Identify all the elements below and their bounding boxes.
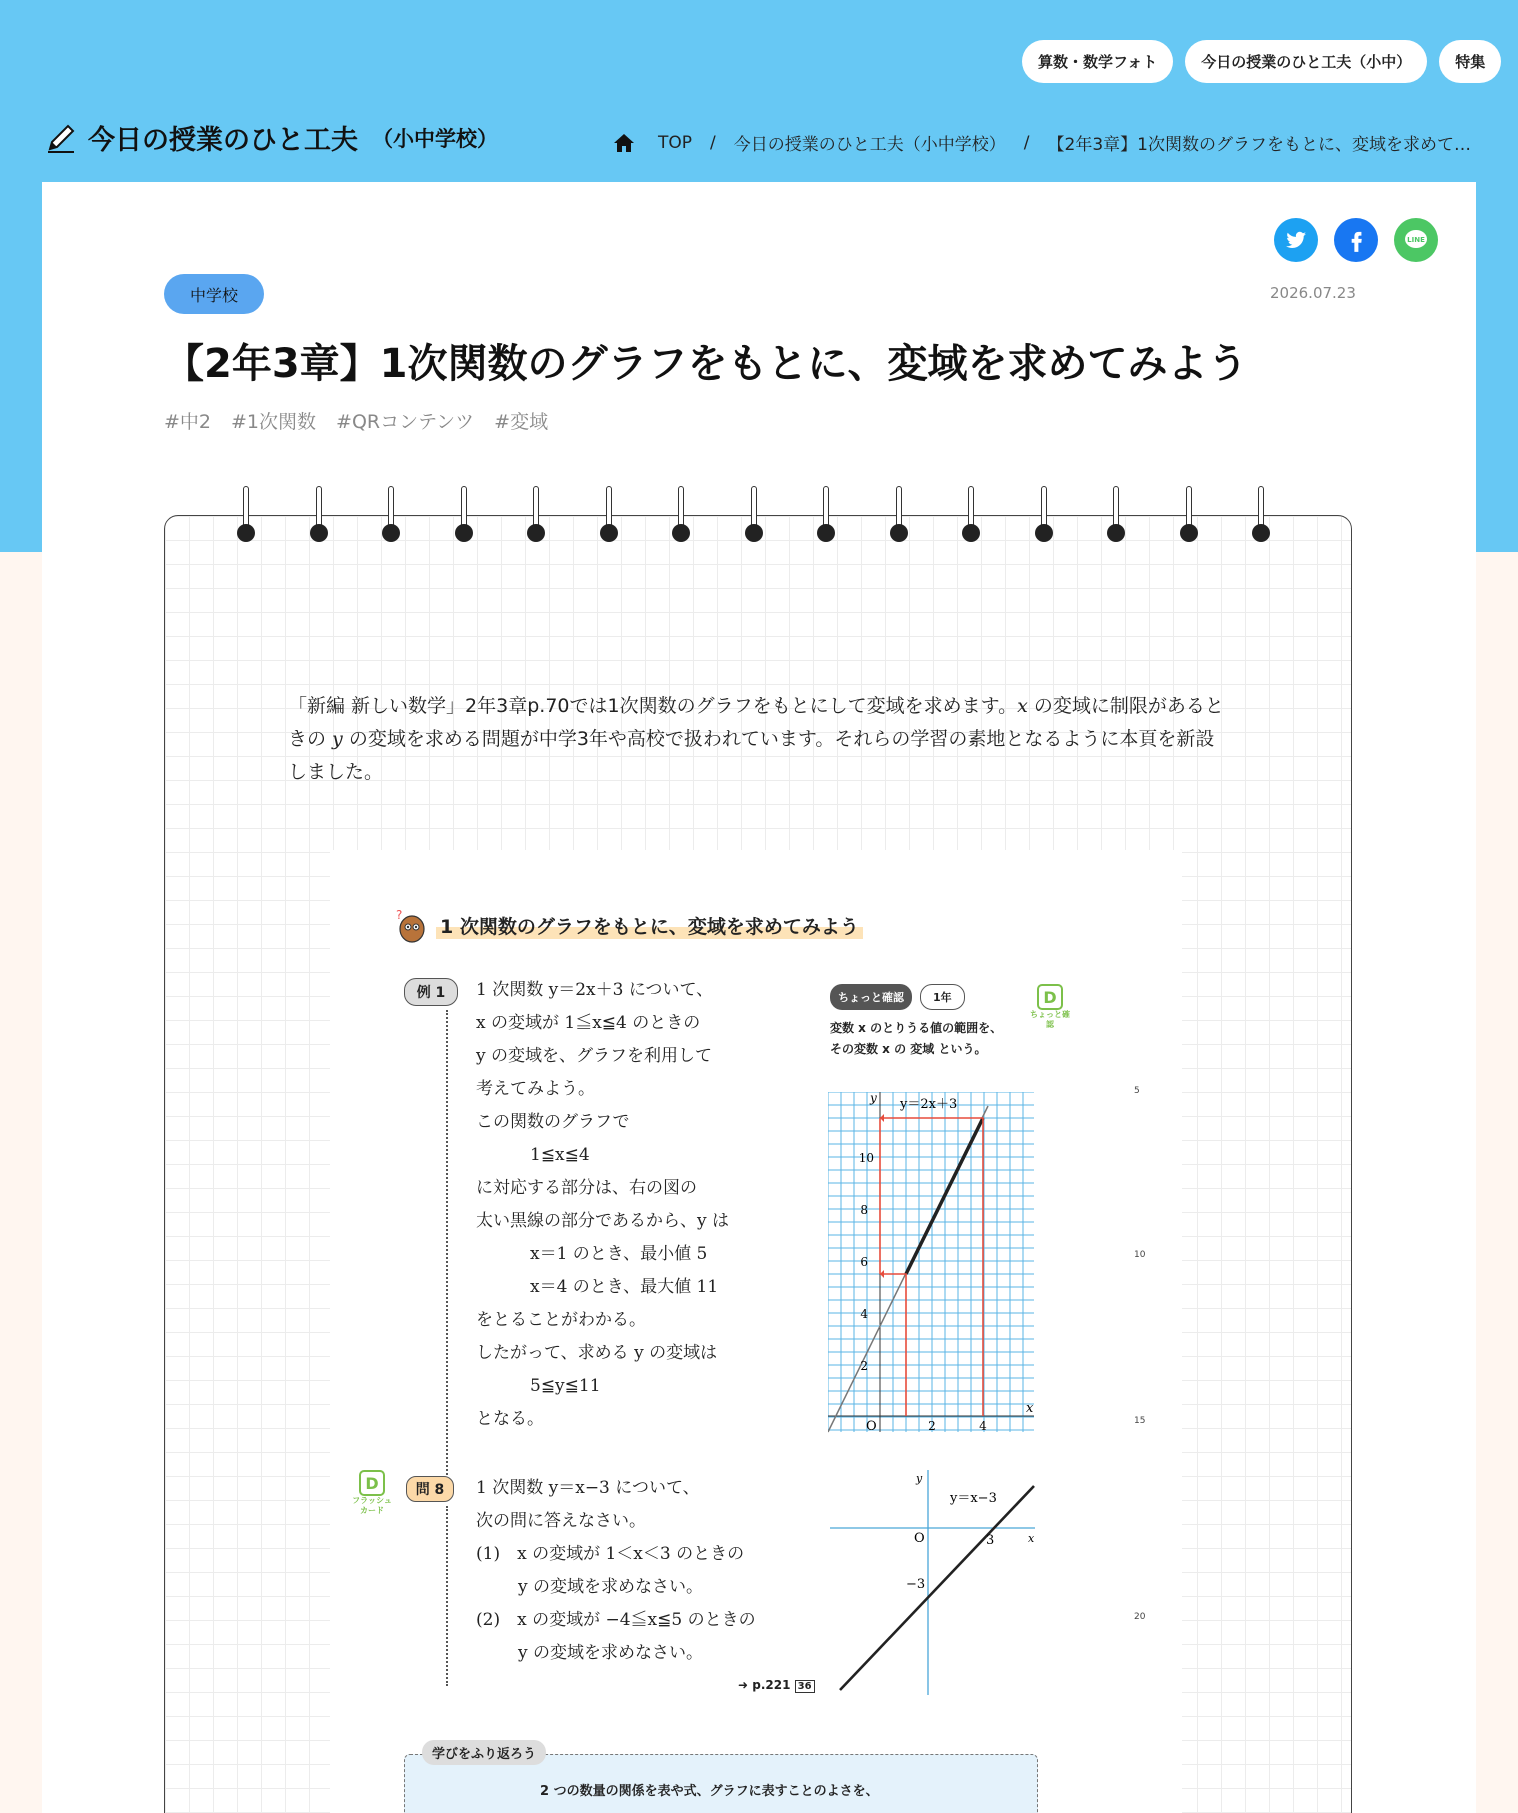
example-line: となる。	[476, 1409, 544, 1429]
intro-var-y: y	[332, 728, 343, 750]
domain-definition-line: 変数 x のとりうる値の範囲を、	[830, 1021, 1003, 1035]
y-tick-label: 6	[860, 1255, 868, 1269]
line-icon-label: LINE	[1407, 236, 1425, 244]
example-divider	[446, 1010, 448, 1490]
flashcard-badge[interactable]	[352, 1470, 392, 1516]
quick-check-tag: ちょっと確認	[830, 984, 912, 1010]
breadcrumb-current: 【2年3章】1次関数のグラフをもとに、変域を求めて…	[1047, 135, 1471, 155]
question-line: 次の問に答えなさい。	[476, 1511, 646, 1531]
spiral-ring	[671, 486, 691, 546]
question-line: (2) x の変域が −4≦x≦5 のときの	[476, 1610, 756, 1630]
tag-link[interactable]: #QRコンテンツ	[336, 411, 475, 433]
ring-hole	[817, 524, 835, 542]
grid	[828, 1092, 1034, 1432]
pencil-icon	[44, 121, 78, 155]
ring-hole	[890, 524, 908, 542]
example-body	[476, 974, 836, 1436]
site-title[interactable]	[44, 118, 498, 157]
y-tick-label: 8	[860, 1203, 868, 1217]
x-axis-label: x	[1026, 1401, 1034, 1416]
example-line: 5≦y≦11	[530, 1376, 601, 1396]
intro-var-x: x	[1017, 695, 1028, 717]
textbook-heading	[390, 905, 863, 945]
question-line: 1 次関数 y＝x−3 について、	[476, 1478, 700, 1498]
ring-hole	[310, 524, 328, 542]
grade-tag: 1年	[920, 984, 965, 1010]
facebook-icon[interactable]	[1334, 218, 1378, 262]
margin-line-number: 15	[1134, 1416, 1146, 1426]
example-line: x＝1 のとき、最小値 5	[530, 1244, 708, 1264]
example-line: y の変域を、グラフを利用して	[476, 1046, 713, 1066]
spiral-ring	[309, 486, 329, 546]
flashcard-caption: フラッシュカード	[352, 1496, 392, 1515]
question-line: (1) x の変域が 1＜x＜3 のときの	[476, 1544, 745, 1564]
tag-link[interactable]: #変域	[494, 411, 549, 433]
example-line: に対応する部分は、右の図の	[476, 1178, 697, 1198]
page-reference-text: ➜ p.221	[738, 1678, 791, 1692]
top-nav	[1022, 40, 1501, 83]
breadcrumb-category[interactable]: 今日の授業のひと工夫（小中学校）	[733, 135, 1006, 155]
ring-hole	[1035, 524, 1053, 542]
question-divider	[446, 1506, 448, 1686]
spiral-ring	[381, 486, 401, 546]
category-badge[interactable]: 中学校	[164, 274, 264, 314]
site-title-sub: （小中学校）	[372, 126, 498, 151]
ring-hole	[962, 524, 980, 542]
nav-item-feature[interactable]: 特集	[1439, 40, 1501, 83]
breadcrumb-separator: /	[710, 132, 716, 153]
svg-text:?: ?	[396, 908, 403, 922]
page-reference	[738, 1678, 815, 1692]
tag-link[interactable]: #1次関数	[231, 411, 317, 433]
spiral-ring	[454, 486, 474, 546]
x-axis-label: x	[1028, 1532, 1035, 1545]
x-tick-label: 3	[986, 1533, 995, 1548]
y-tick-label: 2	[860, 1359, 868, 1373]
publish-date: 2026.07.23	[1270, 284, 1356, 302]
question-line: y の変域を求めなさい。	[518, 1643, 704, 1663]
spiral-ring	[599, 486, 619, 546]
spiral-ring	[1034, 486, 1054, 546]
intro-text: の変域に制限があるときの	[288, 695, 1224, 750]
intro-text: の変域を求める問題が中学3年や高校で扱われています。それらの学習の素地となるように本頁を新設しました。	[288, 728, 1215, 783]
example-line: したがって、求める y の変域は	[476, 1343, 718, 1363]
spiral-ring	[236, 486, 256, 546]
spiral-ring	[889, 486, 909, 546]
breadcrumb	[612, 130, 1478, 155]
graph-y-2x-plus-3	[828, 1092, 1040, 1438]
graph-y-x-minus-3	[820, 1470, 1040, 1700]
ring-hole	[237, 524, 255, 542]
ring-hole	[455, 524, 473, 542]
question-line: y の変域を求めなさい。	[518, 1577, 704, 1597]
article-title: 【2年3章】1次関数のグラフをもとに、変域を求めてみよう	[164, 341, 1248, 387]
origin-label: O	[914, 1531, 925, 1546]
site-title-text: 今日の授業のひと工夫	[88, 125, 358, 156]
digital-badge-caption: ちょっと確認	[1030, 1010, 1070, 1029]
digital-d-icon: D	[1037, 984, 1063, 1010]
spiral-ring	[526, 486, 546, 546]
origin-label: O	[866, 1419, 877, 1434]
textbook-page	[330, 850, 1182, 1813]
ring-hole	[1180, 524, 1198, 542]
example-label: 例 1	[404, 978, 458, 1006]
ring-hole	[745, 524, 763, 542]
question-label: 問 8	[406, 1476, 454, 1502]
home-icon[interactable]	[612, 132, 636, 154]
example-line: この関数のグラフで	[476, 1112, 630, 1132]
spiral-ring	[1179, 486, 1199, 546]
intro-text: 「新編 新しい数学」2年3章p.70では1次関数のグラフをもとにして変域を求めます。	[288, 695, 1018, 717]
flashcard-d-wrap	[352, 1470, 392, 1516]
nav-item-math-photo[interactable]: 算数・数学フォト	[1022, 40, 1173, 83]
equation-label: y＝x−3	[950, 1491, 997, 1506]
example-line: x の変域が 1≦x≦4 のときの	[476, 1013, 701, 1033]
reflection-tag: 学びをふり返ろう	[422, 1740, 546, 1765]
nav-item-daily-lesson[interactable]: 今日の授業のひと工夫（小中）	[1185, 40, 1427, 83]
domain-definition-line: その変数 x の 変域 という。	[830, 1042, 987, 1056]
y-tick-label: 10	[858, 1151, 874, 1165]
spiral-ring	[961, 486, 981, 546]
notebook-rings	[236, 486, 1296, 546]
digital-content-badge[interactable]	[1030, 984, 1070, 1030]
mascot-icon	[390, 905, 430, 945]
line-icon[interactable]	[1394, 218, 1438, 262]
example-line: をとることがわかる。	[476, 1310, 646, 1330]
example-line: x＝4 のとき、最大値 11	[530, 1277, 719, 1297]
question-body	[476, 1472, 836, 1670]
example-line: 考えてみよう。	[476, 1079, 595, 1099]
spiral-ring	[816, 486, 836, 546]
spiral-ring	[1106, 486, 1126, 546]
example-line: 1 次関数 y＝2x＋3 について、	[476, 980, 714, 1000]
breadcrumb-separator: /	[1023, 132, 1030, 153]
flashcard-d-icon: D	[359, 1470, 385, 1496]
y-axis-label: y	[870, 1092, 877, 1105]
equation-label: y＝2x＋3	[900, 1097, 958, 1112]
intro-paragraph	[288, 690, 1228, 789]
ring-hole	[382, 524, 400, 542]
ring-hole	[600, 524, 618, 542]
textbook-heading-text: 1 次関数のグラフをもとに、変域を求めてみよう	[436, 912, 863, 939]
page-reference-number: 36	[795, 1680, 815, 1693]
tag-link[interactable]: #中2	[164, 411, 212, 433]
margin-line-number: 5	[1134, 1086, 1140, 1096]
tag-list	[164, 407, 548, 434]
ring-hole	[1107, 524, 1125, 542]
y-tick-label: −3	[906, 1577, 926, 1592]
breadcrumb-top[interactable]: TOP	[658, 132, 693, 153]
ring-hole	[672, 524, 690, 542]
share-buttons	[1274, 218, 1438, 262]
example-line: 1≦x≦4	[530, 1145, 590, 1165]
graph-line	[840, 1486, 1034, 1690]
ring-hole	[527, 524, 545, 542]
spiral-ring	[1251, 486, 1271, 546]
reflection-text: 2 つの数量の関係を表や式、グラフに表すことのよさを、	[540, 1784, 879, 1799]
x-tick-label: 2	[928, 1419, 936, 1433]
margin-line-number: 10	[1134, 1250, 1146, 1260]
ring-hole	[1252, 524, 1270, 542]
margin-line-number: 20	[1134, 1612, 1146, 1622]
example-line: 太い黒線の部分であるから、y は	[476, 1211, 730, 1231]
spiral-ring	[744, 486, 764, 546]
x-tick-label: 4	[979, 1419, 987, 1433]
y-tick-label: 4	[860, 1307, 868, 1321]
y-axis-label: y	[916, 1472, 923, 1485]
twitter-icon[interactable]	[1274, 218, 1318, 262]
